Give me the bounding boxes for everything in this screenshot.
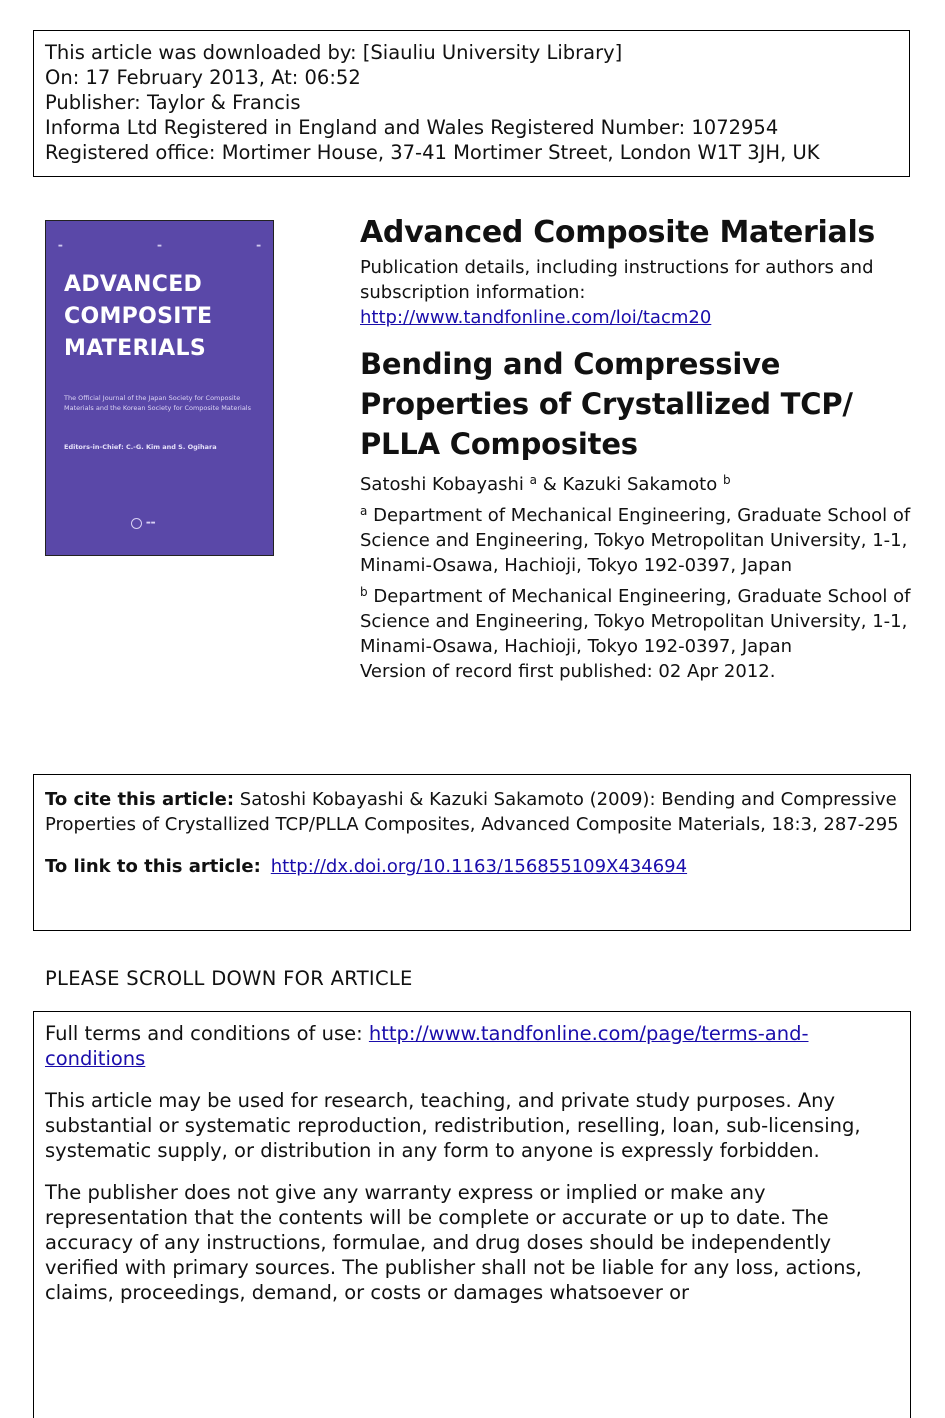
article-title: Bending and Compressive Properties of Crystallized TCP/ PLLA Composites bbox=[360, 347, 853, 461]
cite-text: To cite this article: Satoshi Kobayashi & Kazuki Sakamoto (2009): Bending and Compressive Properties of Crystallized TCP/PLLA Composites, Advanced Composite Materials, 18:3, 287-295 bbox=[45, 789, 899, 835]
journal-cover-image bbox=[45, 220, 274, 556]
registered-office: Registered office: Mortimer House, 37-41 Mortimer Street, London W1T 3JH, UK bbox=[45, 141, 820, 164]
terms-paragraph-1: This article may be used for research, teaching, and private study purposes. Any substantial or systematic reproduction, redistribution, reselling, loan, sub-licensing, systematic supply, or distribution in any form to anyone is expressly forbidden. bbox=[45, 1089, 861, 1162]
cover-topbar: ▬ ▬ ▬ bbox=[58, 243, 261, 249]
terms-link-line: Full terms and conditions of use: http://www.tandfonline.com/page/terms-and-conditions bbox=[45, 1022, 809, 1070]
publisher: Publisher: Taylor & Francis bbox=[45, 91, 301, 114]
journal-link[interactable]: http://www.tandfonline.com/loi/tacm20 bbox=[360, 307, 712, 328]
terms-paragraph-2: The publisher does not give any warranty express or implied or make any representation that the contents will be complete or accurate or up to date. The accuracy of any instructions, formulae, and drug doses should be independently verified with primary sources. The publisher shall not be liable for any loss, actions, claims, proceedings, demand, or costs or damages whatsoever or bbox=[45, 1181, 862, 1304]
citation-box bbox=[33, 774, 911, 931]
download-info-box bbox=[33, 30, 910, 177]
article-link-line: To link to this article: http://dx.doi.org/10.1163/156855109X434694 bbox=[45, 856, 688, 877]
affiliation-a: $^a$ Department of Mechanical Engineering, Graduate School of Science and Engineering, Tokyo Metropolitan University, 1-1, Minami-Osawa, Hachioji, Tokyo 192-0397, Japan bbox=[360, 504, 911, 576]
publisher-logo-icon: ▬▬ bbox=[131, 517, 191, 529]
registration: Informa Ltd Registered in England and Wales Registered Number: 1072954 bbox=[45, 116, 779, 139]
download-source: This article was downloaded by: [Siauliu University Library] bbox=[45, 41, 623, 64]
affiliation-b: $^b$ Department of Mechanical Engineering, Graduate School of Science and Engineering, Tokyo Metropolitan University, 1-1, Minami-Osawa, Hachioji, Tokyo 192-0397, Japan bbox=[360, 585, 911, 657]
scroll-note: PLEASE SCROLL DOWN FOR ARTICLE bbox=[45, 967, 413, 990]
article-header bbox=[360, 213, 920, 684]
download-date: On: 17 February 2013, At: 06:52 bbox=[45, 66, 361, 89]
cover-title: ADVANCED COMPOSITE MATERIALS bbox=[64, 272, 213, 361]
terms-link[interactable]: http://www.tandfonline.com/page/terms-and-conditions bbox=[45, 1022, 809, 1070]
cover-subtitle: The Official Journal of the Japan Society for Composite Materials and the Korean Society for Composite Materials bbox=[64, 394, 251, 412]
doi-link[interactable]: http://dx.doi.org/10.1163/156855109X434694 bbox=[270, 856, 688, 877]
journal-title: Advanced Composite Materials bbox=[360, 215, 875, 250]
terms-box bbox=[33, 1011, 911, 1418]
version-of-record: Version of record first published: 02 Apr 2012. bbox=[360, 661, 776, 682]
authors: Satoshi Kobayashi $^a$ & Kazuki Sakamoto $^b$ bbox=[360, 473, 731, 495]
cover-editors: Editors-in-Chief: C.-G. Kim and S. Ogihara bbox=[64, 443, 217, 451]
publication-details: Publication details, including instructions for authors and subscription information: http://www.tandfonline.com/loi/tacm20 bbox=[360, 257, 874, 328]
